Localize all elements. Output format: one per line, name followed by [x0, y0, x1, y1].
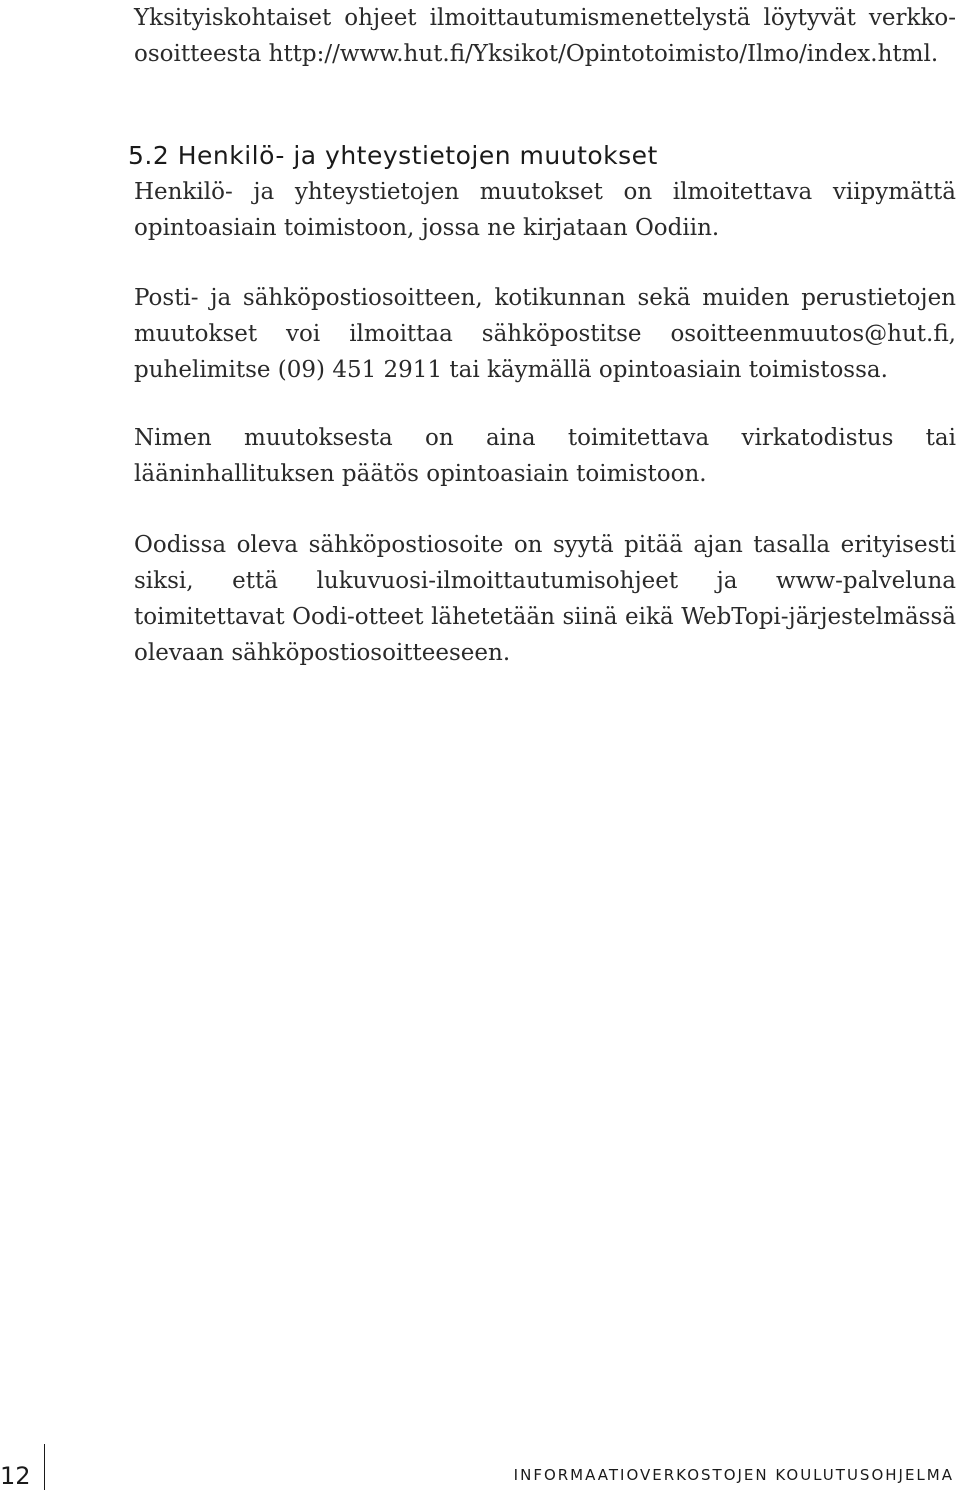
paragraph-address-changes: Posti- ja sähköpostiosoitteen, kotikunnan sekä muiden perustietojen muutokset voi ilmoittaa sähköpostitse osoitteenmuutos@hut.fi, puhelimitse (09) 451 2911 tai käymällä opintoasiain toimistossa. — [134, 285, 956, 383]
paragraph-name-change: Nimen muutoksesta on aina toimitettava virkatodistus tai lääninhallituksen päätös opintoasiain toimistoon. — [134, 425, 956, 487]
paragraph-contact-changes: Henkilö- ja yhteystietojen muutokset on ilmoitettava viipymättä opintoasiain toimistoon, jossa ne kirjataan Oodiin. — [134, 179, 956, 241]
paragraph-email-notice: Oodissa oleva sähköpostiosoite on syytä pitää ajan tasalla erityisesti siksi, että lukuvuosi-ilmoittautumisohjeet ja www-palveluna toimitettavat Oodi-otteet lähetetään siinä eikä WebTopi-järjestelmässä olevaan sähköpostiosoitteeseen. — [134, 532, 956, 666]
footer-divider — [44, 1444, 45, 1490]
page-number: 12 — [0, 1462, 31, 1490]
section-heading: 5.2 Henkilö- ja yhteystietojen muutokset — [128, 141, 658, 170]
intro-paragraph: Yksityiskohtaiset ohjeet ilmoittautumismenettelystä löytyvät verkko-osoitteesta http://www.hut.fi/Yksikot/Opintotoimisto/Ilmo/index.html. — [134, 5, 956, 67]
footer-series-title: INFORMAATIOVERKOSTOJEN KOULUTUSOHJELMA — [513, 1466, 954, 1484]
